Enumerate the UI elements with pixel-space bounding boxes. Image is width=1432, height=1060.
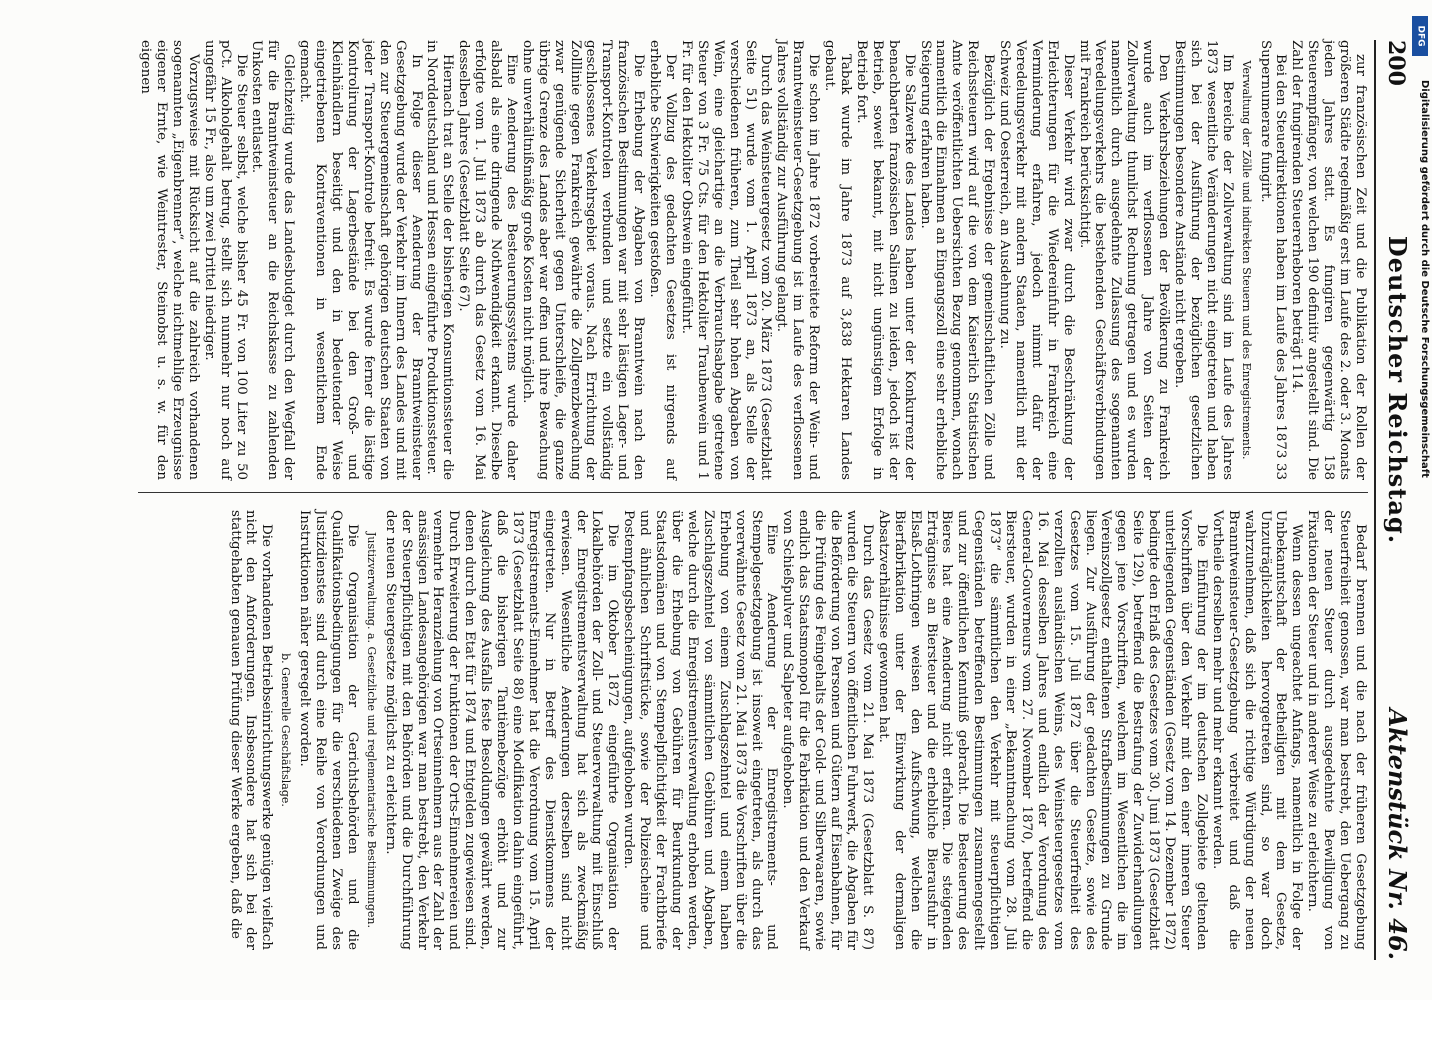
paragraph: Bei den Steuerdirektionen haben im Laufe des Jahres 1873 33 Supernumerare fungirt. [1257, 40, 1289, 480]
rotated-page-content [20, 20, 1420, 980]
paragraph: Eine Aenderung der Enregistrements- und Stempelgesetzgebung ist insoweit eingetreten, als durch das vorerwähnte Gesetz vom 21. Mai 1873 die Vorschriften über die Erhebung von einem Zuschlagszehntel und einem halben Zuschlagszehntel von sämmtlichen Gebühren und Abgaben, welche durch die Enregistrementsverwaltung erhoben werden, über die Erhebung von Gebühren für Beurkundung der Staatsdomänen und von Stempelpflichtigkeit der Frachtbriefe und ähnlichen Schriftstücke, sowie der Polizeischeine und Postempfangsbescheinigungen, aufgehoben wurden. [621, 510, 780, 950]
paragraph: zur französischen Zeit und die Publikation der Rollen der größeren Städte regelmäßig erst im Laufe des 2. oder 3. Monats jeden Jahres statt. Es fungiren gegenwärtig 158 Steuerempfänger, von welchen 190 definitiv angestellt sind. Die Zahl der fungirenden Steuererheboren beträgt 114. [1289, 40, 1368, 480]
paragraph: Dieser Verkehr wird zwar durch die Beschränkung der Erleichterungen für die Wiedereinfuhr in Frankreich eine Verminderung erfahren, jedoch nimmt dafür der Veredelungsverkehr mit andern Staaten, namentlich mit der Schweiz und Oesterreich, an Ausdehnung zu. [997, 40, 1076, 480]
paragraph: Gleichzeitig wurde das Landesbudget durch den Wegfall der für die Branntweinsteuer an die Reichskasse zu zahlenden Unkosten entlastet. [249, 40, 297, 480]
paragraph: Tabak wurde im Jahre 1873 auf 3,838 Hektaren Landes gebaut. [822, 40, 853, 480]
paragraph: Den Verkehrsbeziehungen der Bevölkerung zu Frankreich wurde auch im verflossenen Jahre von Seiten der Zollverwaltung thunlichst Rechnung getragen und es wurden namentlich durch ausgedehnte Zulassung des sogenannten Veredelungsverkehrs die bestehenden Geschäftsverbindungen mit Frankreich berücksichtigt. [1076, 40, 1172, 480]
right-text-column [227, 510, 1368, 950]
paragraph: Die vorhandenen Betriebseinrichtungswerke genügen vielfach nicht den Anforderungen. Insbesondere hat sich bei der stattgehabten genauen Prüfung dieser Werke ergeben, daß die [227, 510, 275, 950]
paragraph: Bezüglich der Ergebnisse der gemeinschaftlichen Zölle und Reichssteuern wird auf die von dem Kaiserlich Statistischen Amte veröffentlichten Uebersichten Bezug genommen, wonach namentlich die Einnahmen an Eingangszoll eine sehr erhebliche Steigerung erfahren haben. [917, 40, 997, 480]
paragraph: Durch das Gesetz vom 21. Mai 1873 (Gesetzblatt S. 87) wurden die Steuern von öffentlichen Fuhrwerk, die Abgaben für die Beförderung von Personen und Gütern auf Eisenbahnen, für die Prüfung des Feingehalts der Gold- und Silberwaaren, sowie endlich das Staatsmonopol für die Fabrikation und den Verkauf von Schießpulver und Salpeter aufgehoben. [780, 510, 875, 950]
paragraph: Eine Aenderung des Besteuerungssystems wurde daher alsbald als eine dringende Nothwendigkeit erkannt. Dieselbe erfolgte vom 1. Juli 1873 ab durch das Gesetz vom 16. Mai desselben Jahres (Gesetzblatt Seite 67). [456, 40, 519, 480]
header-rule [1374, 40, 1376, 960]
paragraph: Die schon im Jahre 1872 vorbereitete Reform der Wein- und Branntweinsteuer-Gesetzgebung ist im Laufe des verflossenen Jahres vollständig zur Ausführung gelangt. [774, 40, 822, 480]
paragraph: Bedarf brennen und die nach der früheren Gesetzgebung Steuerfreiheit genossen, war man bestrebt, den Uebergang zu der neuen Steuer durch ausgedehnte Bewilligung von Fixationen der Steuer und in anderer Weise zu erleichtern. [1305, 510, 1368, 950]
paragraph: Vorzugsweise mit Rücksicht auf die zahlreich vorhandenen sogenannten „Eigenbrenner“, welche nichtmehlige Erzeugnisse eigener Ernte, wie Weintrester, Steinobst u. s. w. für den eigenen [138, 40, 201, 480]
paragraph: Der Vollzug des gedachten Gesetzes ist nirgends auf erhebliche Schwierigkeiten gestoßen. [647, 40, 679, 480]
section-heading: Verwaltung der Zölle und indirekten Steuern und des Enregistrements. [1239, 60, 1253, 460]
paragraph: Durch das Weinsteuergesetz vom 20. März 1873 (Gesetzblatt Seite 51) wurde vom 1. April 1873 an, als Stelle der verschiedenen früheren, zum Theil sehr hohen Abgaben von Wein, eine gleichartige an die Verbrauchsabgabe getretene Steuer von 3 Fr. 75 Cts. für den Hektoliter Traubenwein und 1 Fr. für den Hektoliter Obstwein eingeführt. [678, 40, 774, 480]
digitization-footer [1412, 10, 1432, 990]
running-title: Deutscher Reichstag. [1383, 235, 1412, 545]
section-heading: b. Generelle Geschäftslage. [279, 653, 293, 807]
paragraph: Die im Oktober 1872 eingeführte Organisation der Lokalbehörden der Zoll- und Steuerverwaltung mit Einschluß der Enregistrementsverwaltung hat sich als zweckmäßig erwiesen. Wesentliche Aenderungen derselben sind nicht eingetreten. Nur in Betreff des Dienstkommens der Enregistrements-Einnehmer hat die Verordnung vom 15. April 1873 (Gesetzblatt Seite 88) eine Modifikation dahin eingeführt, daß die bisherigen Tantièmebezüge erhöht und zur Ausgleichung des Ausfalls feste Besoldungen gewährt werden, denen durch den Etat für 1874 und Entgelden zugewiesen sind. Durch Erweiterung der Funktionen der Orts-Einnehmereien und vermehrte Heranziehung von Ortseinnehmern aus der Zahl der ansässigen Landesangehörigen war man bestrebt, den Verkehr der Steuerpflichtigen mit den Behörden und die Durchführung der neuen Steuergesetze möglichst zu erleichtern. [382, 510, 621, 950]
section-heading: Justizverwaltung. a. Gesetzliche und reglementarische Bestimmungen. [364, 531, 378, 929]
paragraph: Die Einführung der im deutschen Zollgebiete geltenden Vorschriften über den Verkehr mit den einer inneren Steuer unterliegenden Gegenständen (Gesetz vom 14. Dezember 1872) bedingte den Erlaß des Gesetzes vom 30. Juni 1873 (Gesetzblatt Seite 129), betreffend die Bestrafung der Zuwiderhandlungen gegen jene Vorschriften, welchem im Wesentlichen die im Vereinszollgesetz enthaltenen Strafbestimmungen zu Grunde liegen. Zur Ausführung der gedachten Gesetze, sowie des Gesetzes vom 15. Juli 1872 über die Steuerfreiheit des verzollten ausländischen Weins, des Weinsteuergesetzes vom 16. Mai desselben Jahres und endlich der Verordnung des General-Gouverneurs vom 27. November 1870, betreffend die Biersteuer, wurden in einer „Bekanntmachung vom 28. Juli 1873“ die sämmtlichen den Verkehr mit steuerpflichtigen Gegenständen betreffenden Bestimmungen zusammengestellt und zur öffentlichen Kenntniß gebracht. Die Besteuerung des Bieres hat eine Aenderung nicht erfahren. Die steigenden Erträgnisse an Biersteuer und die erhebliche Bierausfuhr in Elsaß-Lothringen weisen den Aufschwung, welchen die Bierfabrikation unter der Einwirkung der dermaligen Absatzverhältnisse gewonnen hat. [875, 510, 1209, 950]
paragraph: Die Salzwerke des Landes haben unter der Konkurrenz der benachbarten französischen Salinen zu leiden, jedoch ist der Betrieb, soweit bekannt, mit nicht ungünstigem Erfolge in Betrieb fort. [853, 40, 917, 480]
paragraph: In Folge dieser Aenderung der Branntweinsteuer Gesetzgebung wurde der Verkehr im Innern des Landes und mit den zur Steuergemeinschaft gehörigen deutschen Staaten von jeder Transport-Kontrole befreit. Es wurde ferner die lästige Kontrolirung der Lagerbestände bei den Groß- und Kleinhändlern beseitigt und den in bedeutender Weise eingetriebenen Kontraventionen in wesentlichem Ende gemacht. [297, 40, 424, 480]
paragraph: Im Bereiche der Zollverwaltung sind im Laufe des Jahres 1873 wesentliche Veränderungen nicht eingetreten und haben sich bei der Ausführung der bezüglichen gesetzlichen Bestimmungen besondere Anstände nicht ergeben. [1172, 40, 1235, 480]
paragraph: Hiernach trat an Stelle der bisherigen Konsumtionssteuer die in Norddeutschland und Hessen eingeführte Produktionssteuer. [424, 40, 456, 480]
digitization-note: Digitalisierung gefördert durch die Deutsche Forschungsgemeinschaft [1419, 80, 1430, 478]
document-number: Aktenstück Nr. 46. [1383, 708, 1412, 960]
dfg-logo-text: DFG [1415, 25, 1426, 47]
paragraph: Die Organisation der Gerichtsbehörden und die Qualifikationsbedingungen für die verschiedenen Zweige des Justizdienstes sind durch eine Reihe von Verordnungen und Instruktionen näher geregelt worden. [297, 510, 360, 950]
column-divider [138, 492, 1368, 493]
paragraph: Die Steuer selbst, welche bisher 45 Fr. von 100 Liter zu 50 pCt. Alkoholgehalt betrug, stellt sich nunmehr nur noch auf ungefähr 15 Fr., also um zwei Drittel niedriger. [201, 40, 249, 480]
paragraph: Die Erhebung der Abgaben von Branntwein nach den französischen Bestimmungen war mit sehr lästigen Lager- und Transport-Kontrolen verbunden und setzte ein vollständig geschlossenes Verkehrsgebiet voraus. Nach Errichtung der Zolllinie gegen Frankreich gewährte die Zollgrenzbewachung zwar genügende Sicherheit gegen Unterschleife, die ganze übrige Grenze des Landes aber war offen und ihre Bewachung ohne unverhältnißmäßig große Kosten nicht möglich. [519, 40, 647, 480]
page-number: 200 [1383, 40, 1409, 86]
left-text-column [137, 40, 1368, 480]
paragraph: Wenn dessen ungeachtet Anfangs, namentlich in Folge der Unbekanntschaft der Betheiligten mit dem Gesetze, Unzuträglichkeiten hervorgetreten sind, so war doch wahrzunehmen, daß sich die richtige Würdigung der neuen Branntweinsteuer-Gesetzgebung verbreitet und daß die Vortheile derselben mehr und mehr erkannt werden. [1209, 510, 1305, 950]
page-header [1380, 40, 1412, 960]
